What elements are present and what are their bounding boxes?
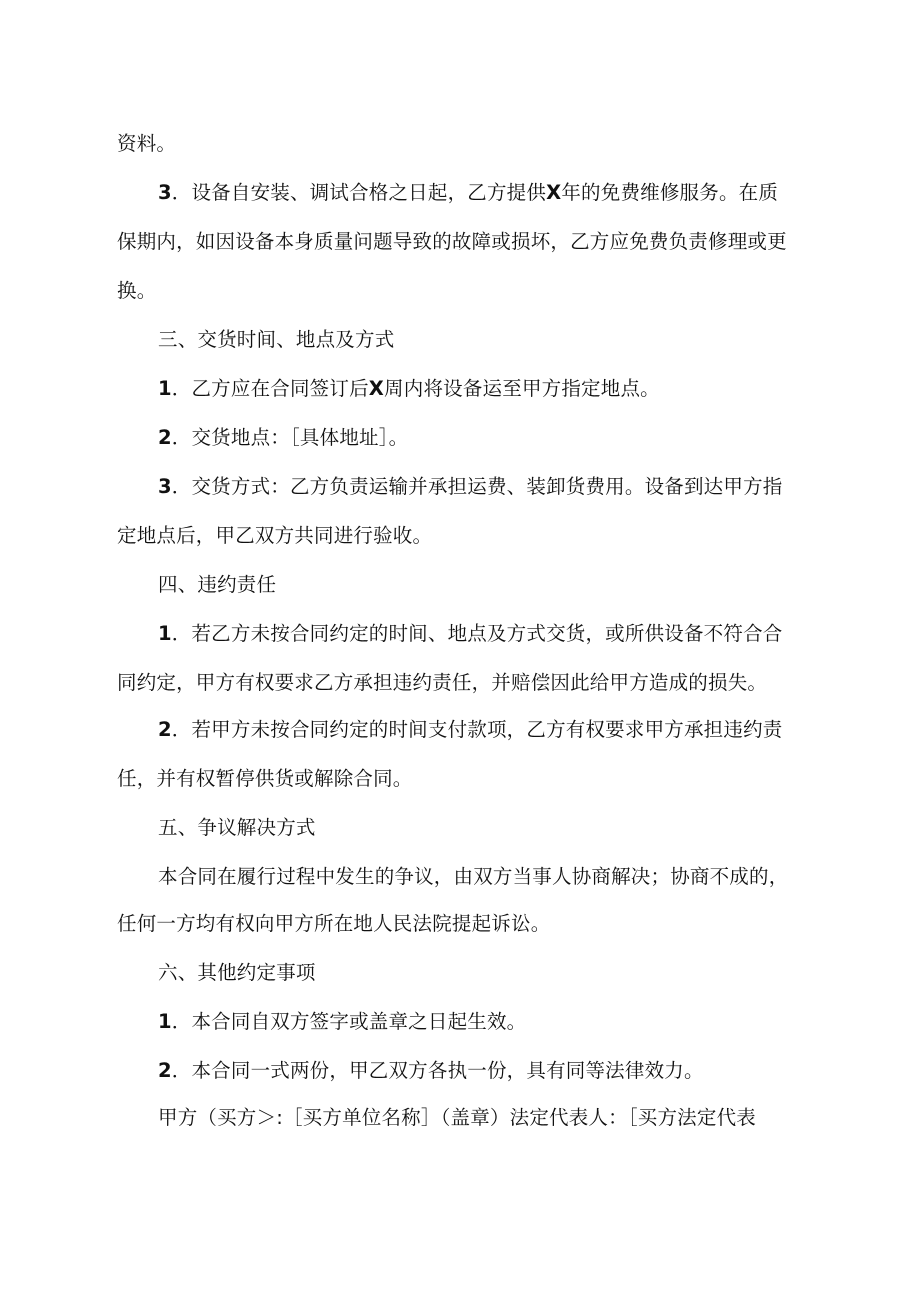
paragraph-line: 定地点后，甲乙双方共同进行验收。: [117, 524, 433, 547]
clause-number: 3: [158, 475, 172, 498]
paragraph-line: 资料。: [117, 132, 177, 155]
clause-number: 3: [158, 181, 172, 204]
paragraph-line: 保期内，如因设备本身质量问题导致的故障或损坏，乙方应免费负责修理或更: [117, 230, 787, 253]
paragraph-line: 任何一方均有权向甲方所在地人民法院提起诉讼。: [117, 912, 551, 935]
clause-line: 1．若乙方未按合同约定的时间、地点及方式交货，或所供设备不符合合: [158, 622, 783, 645]
clause-line: 3．交货方式：乙方负责运输并承担运费、装卸货费用。设备到达甲方指: [158, 475, 783, 498]
section-heading: 六、其他约定事项: [158, 961, 316, 984]
paragraph-line: 同约定，甲方有权要求乙方承担违约责任，并赔偿因此给甲方造成的损失。: [117, 671, 768, 694]
paragraph-line: 换。: [117, 279, 157, 302]
clause-line: 1．本合同自双方签字或盖章之日起生效。: [158, 1010, 527, 1033]
clause-line: 1．乙方应在合同签订后X周内将设备运至甲方指定地点。: [158, 377, 660, 400]
clause-number: 2: [158, 426, 172, 449]
section-heading: 四、违约责任: [158, 573, 277, 596]
clause-number: 2: [158, 718, 172, 741]
placeholder-x: X: [546, 181, 562, 204]
clause-line: 2．本合同一式两份，甲乙双方各执一份，具有同等法律效力。: [158, 1059, 704, 1082]
clause-line: 3．设备自安装、调试合格之日起，乙方提供X年的免费维修服务。在质: [158, 181, 779, 204]
paragraph-line: 任，并有权暂停供货或解除合同。: [117, 767, 413, 790]
clause-number: 2: [158, 1059, 172, 1082]
paragraph-line: 本合同在履行过程中发生的争议，由双方当事人协商解决；协商不成的，: [158, 865, 789, 888]
clause-number: 1: [158, 377, 172, 400]
section-heading: 三、交货时间、地点及方式: [158, 328, 395, 351]
clause-number: 1: [158, 622, 172, 645]
clause-line: 2．交货地点：［具体地址］。: [158, 426, 409, 449]
signature-line: 甲方（买方＞:［买方单位名称］（盖章）法定代表人：［买方法定代表: [158, 1106, 756, 1129]
clause-number: 1: [158, 1010, 172, 1033]
placeholder-x: X: [368, 377, 385, 400]
section-heading: 五、争议解决方式: [158, 816, 316, 839]
clause-line: 2．若甲方未按合同约定的时间支付款项，乙方有权要求甲方承担违约责: [158, 718, 783, 741]
